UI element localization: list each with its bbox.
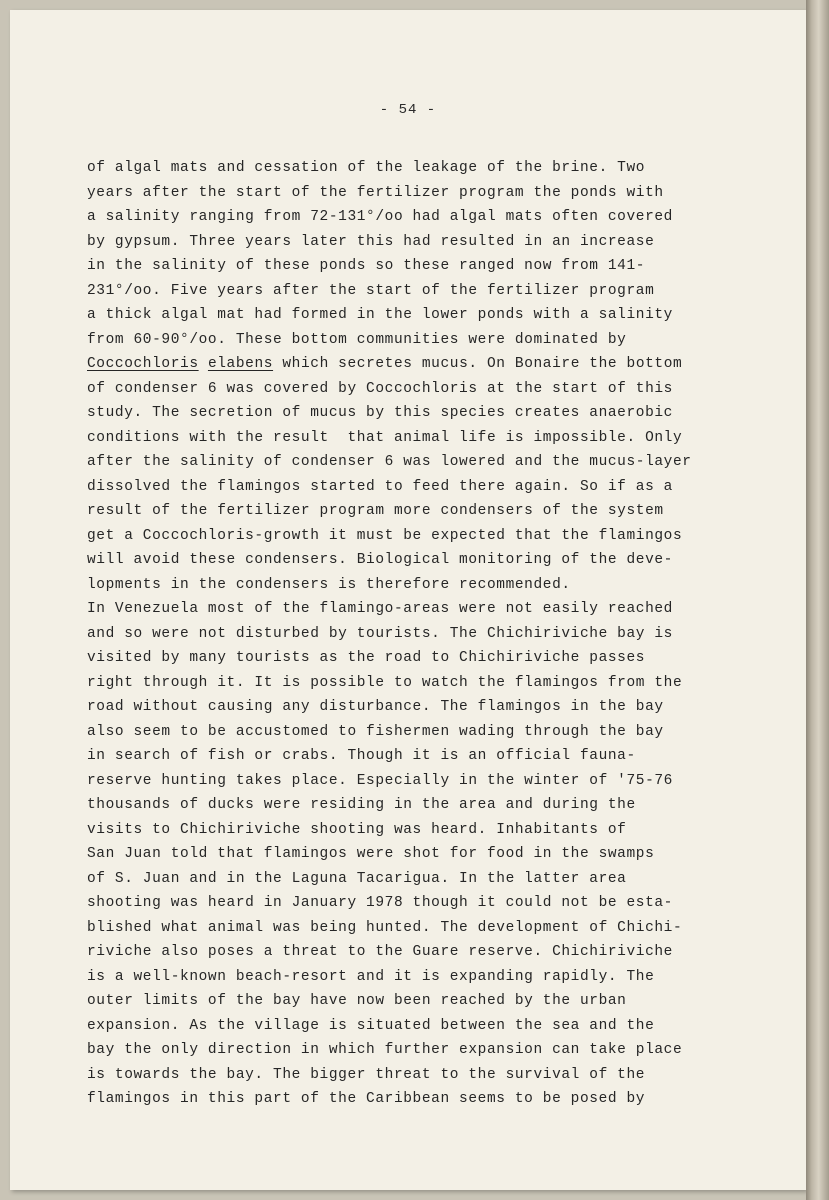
text-line: of condenser 6 was covered by Coccochloris at the start of this — [87, 380, 673, 397]
document-page — [10, 10, 806, 1190]
text-line: San Juan told that flamingos were shot for food in the swamps — [87, 846, 655, 862]
text-line: visited by many tourists as the road to Chichiriviche passes — [87, 650, 646, 666]
text-line: lopments in the condensers is therefore recommended. — [87, 576, 571, 593]
text-line: will avoid these condensers. Biological monitoring of the deve- — [87, 552, 673, 568]
text-line: is towards the bay. The bigger threat to the survival of the — [87, 1066, 646, 1083]
page-number: - 54 - — [379, 102, 437, 118]
text-line: is a well-known beach-resort and it is expanding rapidly. The — [87, 968, 655, 985]
text-line: in the salinity of these ponds so these ranged now from 141- — [87, 258, 646, 274]
text-line: expansion. As the village is situated between the sea and the — [87, 1017, 655, 1034]
text-line: In Venezuela most of the flamingo-areas were not easily reached — [87, 601, 673, 617]
text-line: bay the only direction in which further expansion can take place — [87, 1042, 683, 1058]
text-line: and so were not disturbed by tourists. The Chichiriviche bay is — [87, 625, 673, 642]
species-name: Coccochloris — [87, 356, 199, 372]
text-line: shooting was heard in January 1978 though it could not be esta- — [87, 895, 673, 911]
text-line: outer limits of the bay have now been reached by the urban — [87, 993, 627, 1009]
text-line: after the salinity of condenser 6 was lowered and the mucus-layer — [87, 454, 692, 470]
text-line: years after the start of the fertilizer program the ponds with — [87, 184, 664, 201]
text-line: result of the fertilizer program more condensers of the system — [87, 503, 664, 519]
text-line: riviche also poses a threat to the Guare reserve. Chichiriviche — [87, 944, 673, 960]
text-line: visits to Chichiriviche shooting was heard. Inhabitants of — [87, 821, 627, 838]
text-line: Coccochloris elabens which secretes mucus. On Bonaire the bottom — [87, 356, 683, 372]
text-line: road without causing any disturbance. The flamingos in the bay — [87, 699, 664, 715]
text-line: blished what animal was being hunted. The development of Chichi- — [87, 919, 683, 936]
text-line: of algal mats and cessation of the leakage of the brine. Two — [87, 160, 646, 176]
species-name: elabens — [207, 356, 274, 372]
text-line: a salinity ranging from 72-131°/oo had algal mats often covered — [87, 209, 673, 225]
text-line: from 60-90°/oo. These bottom communities were dominated by — [87, 331, 627, 348]
text-line: dissolved the flamingos started to feed there again. So if as a — [87, 478, 673, 495]
body-text — [87, 156, 692, 1112]
text-line: also seem to be accustomed to fishermen wading through the bay — [87, 723, 664, 740]
text-line: by gypsum. Three years later this had resulted in an increase — [87, 233, 655, 250]
text-line: right through it. It is possible to watch the flamingos from the — [87, 674, 683, 691]
text-line: get a Coccochloris-growth it must be expected that the flamingos — [87, 527, 683, 544]
text-line: a thick algal mat had formed in the lower ponds with a salinity — [87, 307, 673, 323]
book-spine — [806, 0, 829, 1200]
text-line: of S. Juan and in the Laguna Tacarigua. In the latter area — [87, 870, 627, 887]
text-line: 231°/oo. Five years after the start of the fertilizer program — [87, 282, 655, 299]
text-line: conditions with the result that animal life is impossible. Only — [87, 429, 683, 446]
text-line: study. The secretion of mucus by this species creates anaerobic — [87, 405, 673, 421]
text-line: in search of fish or crabs. Though it is an official fauna- — [87, 748, 636, 764]
text-line: reserve hunting takes place. Especially in the winter of '75-76 — [87, 772, 673, 789]
text-line: thousands of ducks were residing in the area and during the — [87, 797, 636, 813]
text-line: flamingos in this part of the Caribbean seems to be posed by — [87, 1091, 646, 1107]
